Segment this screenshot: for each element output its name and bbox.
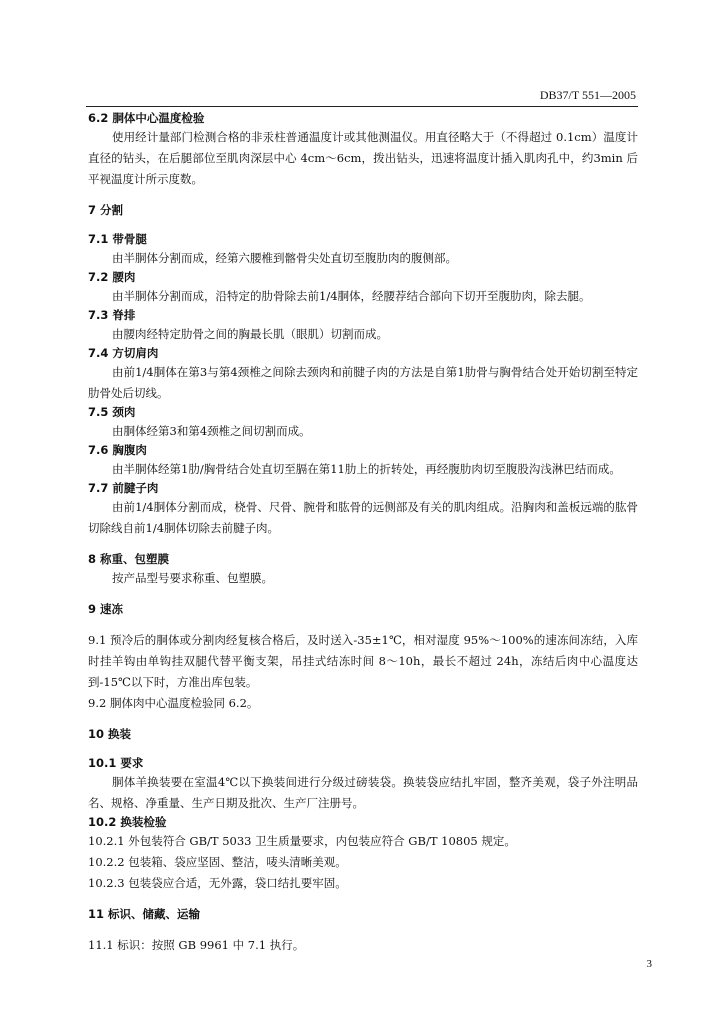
section-10-2-title: 10.2 换装检验 [88, 815, 167, 829]
section-6-2-text: 使用经计量部门检测合格的非汞柱普通温度计或其他测温仪。用直径略大于（不得超过 0.1cm）温度计直径的钻头，在后腿部位至肌肉深层中心 4cm～6cm，拨出钻头，迅速将温度计插入肌肉孔中，约3min 后平视温度计所示度数。 [88, 130, 638, 186]
section-7-1-text: 由半胴体分割而成，经第六腰椎到髂骨尖处直切至腹肋肉的腹侧部。 [112, 251, 457, 265]
section-7-1-title: 7.1 带骨腿 [88, 232, 147, 246]
document-id: DB37/T 551—2005 [539, 88, 636, 102]
header-rule [86, 106, 638, 107]
section-10-1-text: 胴体羊换装要在室温4℃以下换装间进行分级过磅装袋。换装袋应结扎牢固，整齐美观，袋子外注明品名、规格、净重量、生产日期及批次、生产厂注册号。 [88, 775, 638, 810]
section-6-2-title: 6.2 胴体中心温度检验 [88, 111, 205, 125]
section-7-2-text: 由半胴体分割而成，沿特定的肋骨除去前1/4胴体，经腰荐结合部向下切开至腹肋肉，除去腿。 [112, 289, 591, 303]
section-7-3-text: 由腰肉经特定肋骨之间的胸最长肌（眼肌）切割而成。 [112, 327, 388, 341]
section-7-5-text: 由胴体经第3和第4颈椎之间切割而成。 [112, 424, 311, 438]
section-10-2-1-text: 10.2.1 外包装符合 GB/T 5033 卫生质量要求，内包装应符合 GB/T 10805 规定。 [88, 834, 516, 848]
section-11-1-text: 11.1 标识：按照 GB 9961 中 7.1 执行。 [88, 938, 305, 952]
section-10-title: 10 换装 [88, 727, 132, 741]
section-8-text: 按产品型号要求称重、包塑膜。 [112, 571, 273, 585]
document-body [88, 110, 638, 956]
section-9-2-text: 9.2 胴体肉中心温度检验同 6.2。 [88, 696, 259, 710]
section-10-2-3-text: 10.2.3 包装袋应合适，无外露，袋口结扎要牢固。 [88, 876, 347, 890]
section-11-title: 11 标识、储藏、运输 [88, 907, 201, 921]
section-10-2-2-text: 10.2.2 包装箱、袋应坚固、整洁，唛头清晰美观。 [88, 855, 347, 869]
section-9-title: 9 速冻 [88, 602, 124, 616]
section-10-1-title: 10.1 要求 [88, 756, 144, 770]
section-7-title: 7 分割 [88, 203, 124, 217]
section-8-title: 8 称重、包塑膜 [88, 552, 170, 566]
section-7-4-text: 由前1/4胴体在第3与第4颈椎之间除去颈肉和前腱子肉的方法是自第1肋骨与胸骨结合处开始切割至特定肋骨处后切线。 [88, 365, 638, 400]
section-7-2-title: 7.2 腰肉 [88, 270, 136, 284]
section-7-4-title: 7.4 方切肩肉 [88, 346, 159, 360]
section-9-1-text: 9.1 预冷后的胴体或分割肉经复核合格后，及时送入-35±1℃，相对湿度 95%～100%的速冻间冻结，入库时挂羊钩由单钩挂双腿代替平衡支架，吊挂式结冻时间 8～10h，最长不超过 24h，冻结后肉中心温度达到-15℃以下时，方准出库包装。 [88, 633, 638, 689]
section-7-7-text: 由前1/4胴体分割而成，桡骨、尺骨、腕骨和肱骨的远侧部及有关的肌肉组成。沿胸肉和盖板远端的肱骨切除线自前1/4胴体切除去前腱子肉。 [88, 500, 638, 535]
section-7-3-title: 7.3 脊排 [88, 308, 136, 322]
section-7-5-title: 7.5 颈肉 [88, 405, 136, 419]
page-number: 3 [646, 958, 652, 970]
section-7-6-title: 7.6 胸腹肉 [88, 443, 147, 457]
section-7-7-title: 7.7 前腱子肉 [88, 481, 159, 495]
section-7-6-text: 由半胴体经第1肋/胸骨结合处直切至膈在第11肋上的折转处，再经腹肋肉切至腹股沟浅淋巴结而成。 [112, 462, 621, 476]
